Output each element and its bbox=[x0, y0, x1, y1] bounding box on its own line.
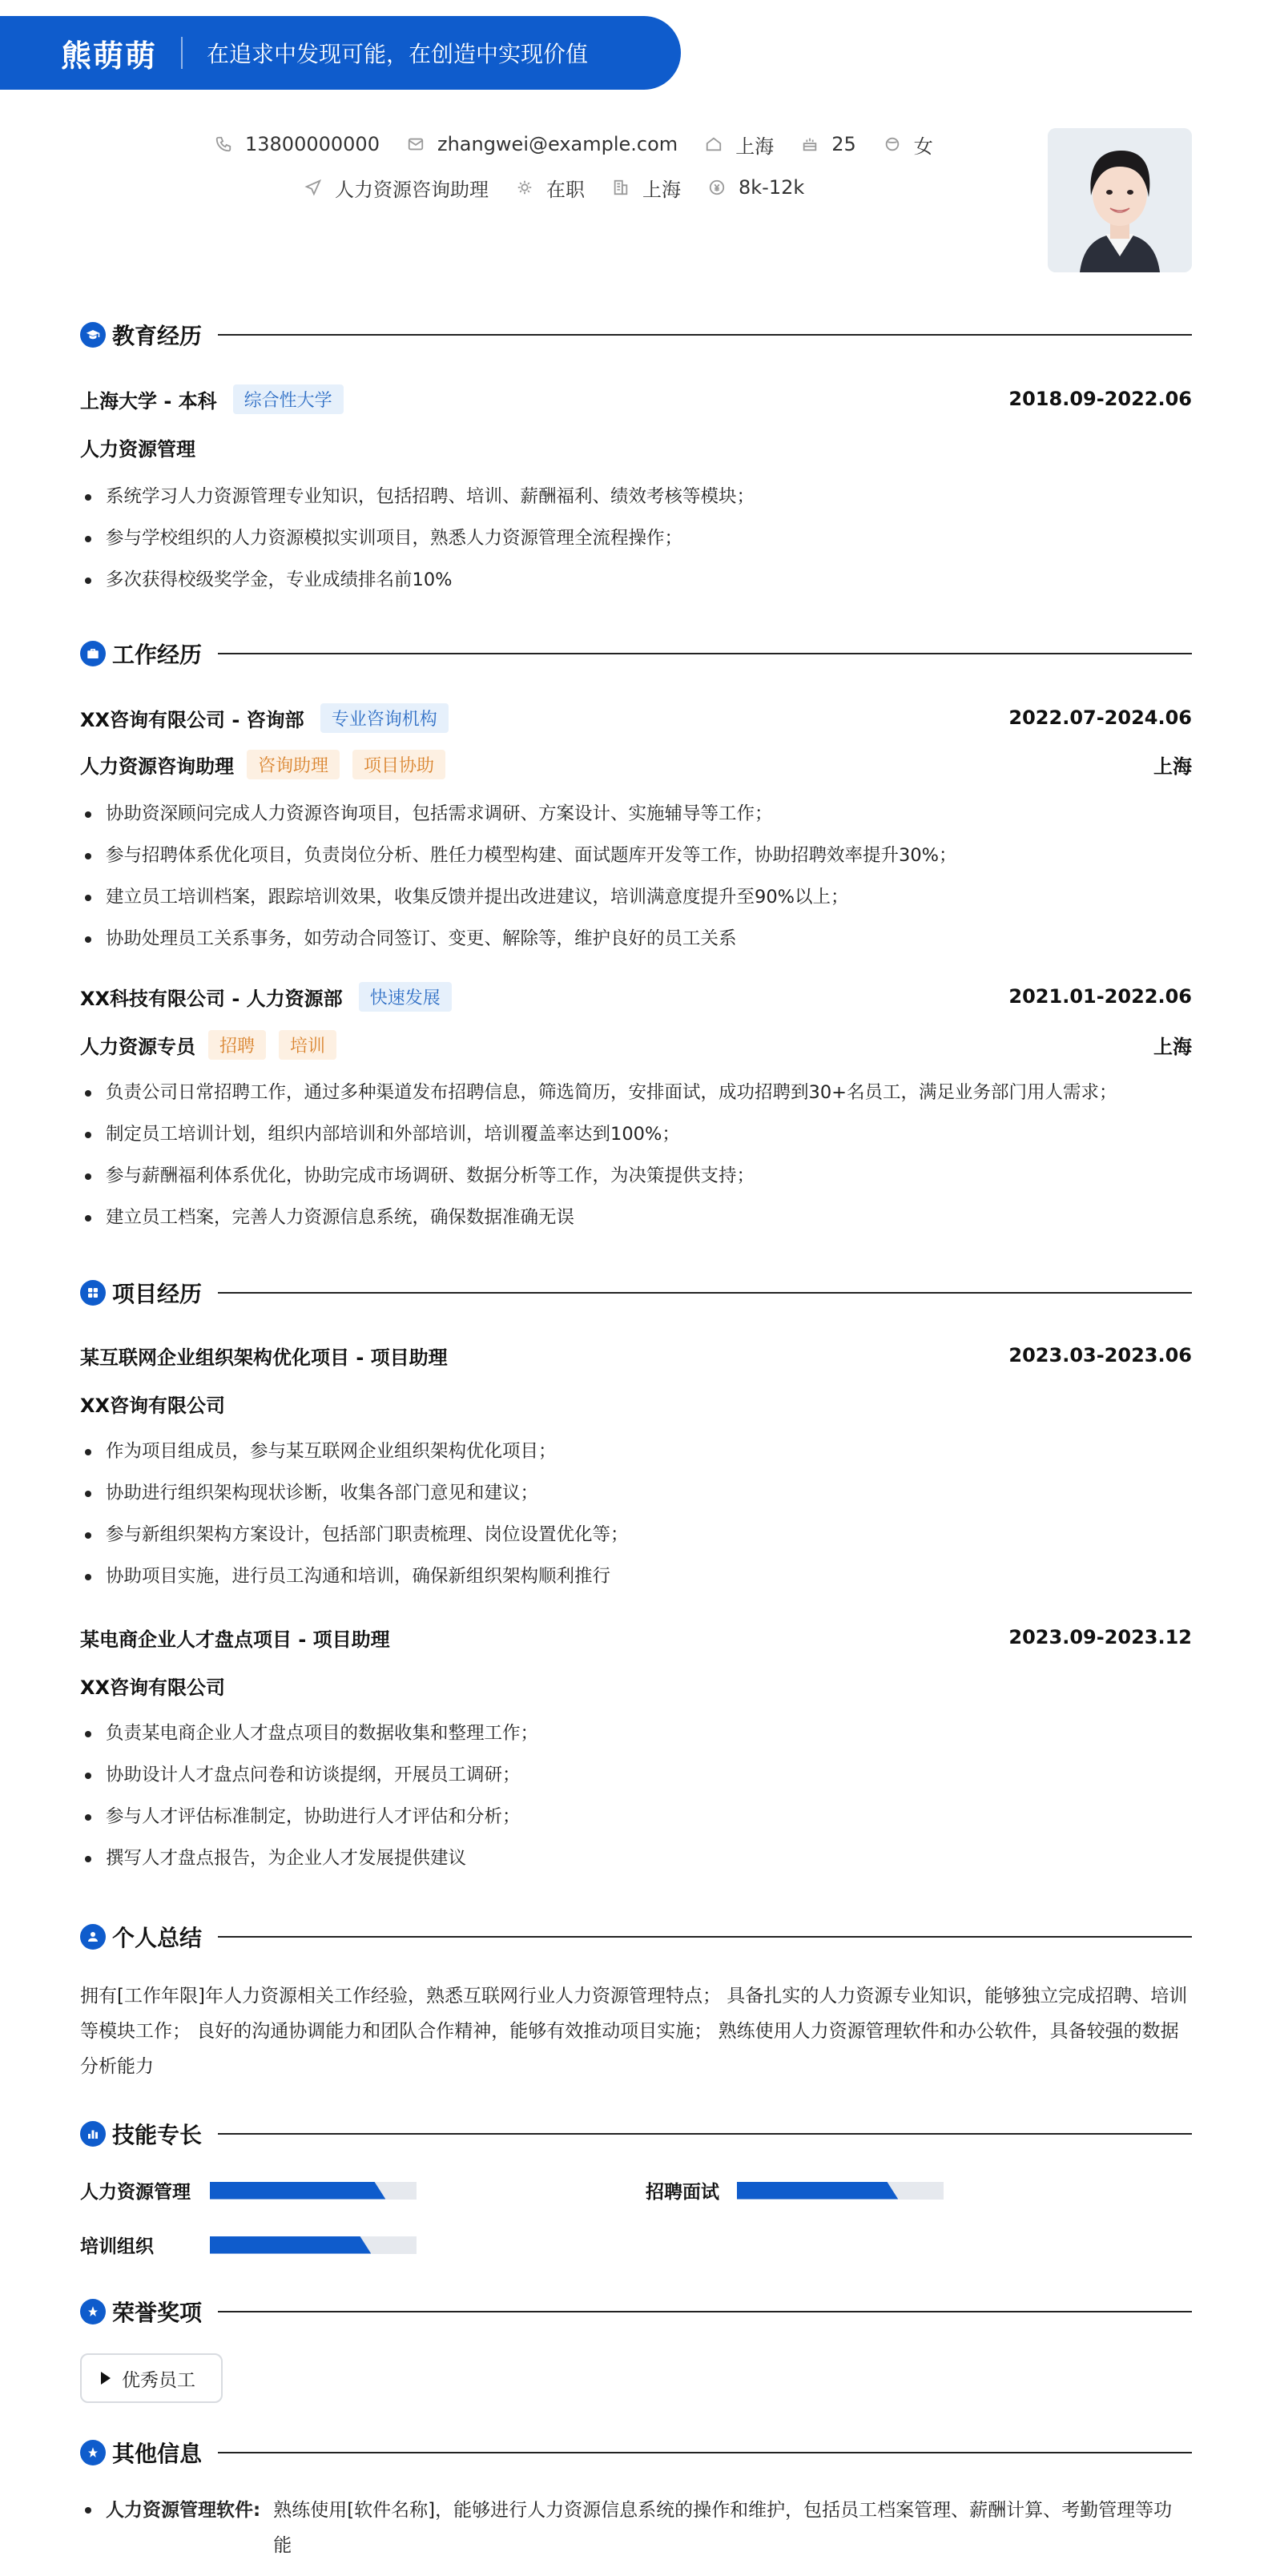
section-divider bbox=[218, 2133, 1192, 2135]
salary-text: 8k-12k bbox=[739, 176, 805, 199]
project-bullets bbox=[80, 1713, 1192, 1879]
role-tag: 项目协助 bbox=[352, 750, 445, 779]
list-item: 参与新组织架构方案设计，包括部门职责梳理、岗位设置优化等； bbox=[80, 1514, 1192, 1556]
list-item: 协助处理员工关系事务，如劳动合同签订、变更、解除等，维护良好的员工关系 bbox=[80, 918, 1192, 960]
list-item: 多次获得校级奖学金，专业成绩排名前10% bbox=[80, 559, 1192, 601]
cake-icon bbox=[801, 135, 819, 153]
project-bullets bbox=[80, 1431, 1192, 1597]
list-item: 参与招聘体系优化项目，负责岗位分析、胜任力模型构建、面试题库开发等工作，协助招聘效率提升30%； bbox=[80, 835, 1192, 876]
list-item: 系统学习人力资源管理专业知识，包括招聘、培训、薪酬福利、绩效考核等模块； bbox=[80, 476, 1192, 517]
contact-location bbox=[705, 131, 774, 159]
other-value: 熟练使用[软件名称]，能够进行人力资源信息系统的操作和维护，包括员工档案管理、薪酬计算、考勤管理等功能 bbox=[273, 2500, 1173, 2556]
skill-label: 培训组织 bbox=[80, 2236, 154, 2257]
intent-salary bbox=[708, 176, 804, 199]
info-icon bbox=[80, 2440, 106, 2465]
school-name: 上海大学 - 本科 bbox=[80, 389, 217, 413]
section-divider bbox=[218, 2452, 1192, 2453]
list-item: 参与薪酬福利体系优化，协助完成市场调研、数据分析等工作，为决策提供支持； bbox=[80, 1155, 1192, 1197]
position-text: 人力资源咨询助理 bbox=[335, 178, 489, 201]
candidate-motto: 在追求中发现可能，在创造中实现价值 bbox=[207, 41, 589, 67]
intent-status bbox=[516, 174, 585, 202]
contact-gender bbox=[884, 131, 933, 159]
section-title: 教育经历 bbox=[112, 323, 203, 349]
location-text: 上海 bbox=[735, 135, 775, 158]
list-item: 协助进行组织架构现状诊断，收集各部门意见和建议； bbox=[80, 1472, 1192, 1514]
section-title: 技能专长 bbox=[112, 2122, 203, 2148]
contact-row bbox=[215, 128, 933, 160]
section-skills bbox=[80, 2118, 1192, 2150]
header-divider bbox=[181, 37, 183, 69]
skill-bar-fill bbox=[210, 2236, 371, 2254]
section-divider bbox=[218, 1292, 1192, 1294]
award-item bbox=[80, 2353, 223, 2403]
list-item: 建立员工培训档案，跟踪培训效果，收集反馈并提出改进建议，培训满意度提升至90%以上； bbox=[80, 876, 1192, 918]
education-major-line bbox=[80, 431, 1192, 463]
company-tag: 专业咨询机构 bbox=[320, 703, 449, 733]
section-projects bbox=[80, 1277, 1192, 1309]
section-awards bbox=[80, 2296, 1192, 2328]
job-date: 2021.01-2022.06 bbox=[1008, 985, 1192, 1008]
list-item bbox=[80, 2493, 1192, 2563]
skill-item bbox=[80, 2177, 417, 2204]
graduation-cap-icon bbox=[80, 322, 106, 348]
building-icon bbox=[612, 179, 630, 196]
section-title: 荣誉奖项 bbox=[112, 2300, 203, 2326]
list-item: 参与学校组织的人力资源模拟实训项目，熟悉人力资源管理全流程操作； bbox=[80, 517, 1192, 559]
school-tag: 综合性大学 bbox=[233, 384, 344, 414]
list-item: 协助资深顾问完成人力资源咨询项目，包括需求调研、方案设计、实施辅导等工作； bbox=[80, 793, 1192, 835]
email-text: zhangwei@example.com bbox=[437, 133, 678, 155]
project-header bbox=[80, 1621, 1192, 1653]
list-item: 协助项目实施，进行员工沟通和培训，确保新组织架构顺利推行 bbox=[80, 1556, 1192, 1597]
job-location: 上海 bbox=[1153, 1035, 1192, 1058]
project-org: XX咨询有限公司 bbox=[80, 1676, 226, 1699]
grid-icon bbox=[80, 1280, 106, 1306]
section-title: 其他信息 bbox=[112, 2441, 203, 2467]
home-icon bbox=[705, 135, 723, 153]
summary-text: 拥有[工作年限]年人力资源相关工作经验，熟悉互联网行业人力资源管理特点； 具备扎实的人力资源专业知识，能够独立完成招聘、培训等模块工作； 良好的沟通协调能力和团队合作精神，能够有效推动项目实施； 熟练使用人力资源管理软件和办公软件，具备较强的数据分析能力 bbox=[80, 1986, 1188, 2077]
list-item: 建立员工档案，完善人力资源信息系统，确保数据准确无误 bbox=[80, 1197, 1192, 1238]
project-org-line bbox=[80, 1669, 1192, 1701]
contact-phone bbox=[215, 133, 380, 155]
list-item: 负责公司日常招聘工作，通过多种渠道发布招聘信息，筛选简历，安排面试，成功招聘到30+名员工，满足业务部门用人需求； bbox=[80, 1072, 1192, 1113]
play-icon bbox=[101, 2372, 111, 2385]
gender-text: 女 bbox=[913, 135, 933, 158]
job-date: 2022.07-2024.06 bbox=[1008, 706, 1192, 729]
gender-icon bbox=[884, 135, 901, 153]
phone-text: 13800000000 bbox=[245, 133, 380, 155]
job-bullets bbox=[80, 793, 1192, 960]
list-item: 作为项目组成员，参与某互联网企业组织架构优化项目； bbox=[80, 1431, 1192, 1472]
project-org-line bbox=[80, 1387, 1192, 1419]
section-education bbox=[80, 319, 1192, 351]
age-text: 25 bbox=[831, 133, 856, 155]
job-role-line bbox=[80, 748, 1192, 780]
skill-label: 人力资源管理 bbox=[80, 2182, 191, 2203]
role-tag: 招聘 bbox=[208, 1030, 266, 1060]
section-other bbox=[80, 2437, 1192, 2469]
section-work bbox=[80, 638, 1192, 670]
award-icon bbox=[80, 2299, 106, 2324]
project-name: 某互联网企业组织架构优化项目 - 项目助理 bbox=[80, 1346, 448, 1369]
project-header bbox=[80, 1339, 1192, 1371]
section-divider bbox=[218, 653, 1192, 654]
intent-position bbox=[304, 174, 489, 202]
job-bullets bbox=[80, 1072, 1192, 1238]
other-key: 人力资源管理软件: bbox=[106, 2500, 261, 2521]
city-text: 上海 bbox=[642, 178, 681, 201]
job-header bbox=[80, 980, 1192, 1012]
section-summary bbox=[80, 1921, 1192, 1953]
list-item: 协助设计人才盘点问卷和访谈提纲，开展员工调研； bbox=[80, 1754, 1192, 1796]
user-icon bbox=[80, 1924, 106, 1950]
project-date: 2023.09-2023.12 bbox=[1008, 1626, 1192, 1648]
job-header bbox=[80, 702, 1192, 734]
section-divider bbox=[218, 334, 1192, 336]
project-date: 2023.03-2023.06 bbox=[1008, 1344, 1192, 1366]
job-role: 人力资源专员 bbox=[80, 1035, 195, 1058]
list-item: 撰写人才盘点报告，为企业人才发展提供建议 bbox=[80, 1837, 1192, 1879]
role-tag: 培训 bbox=[279, 1030, 336, 1060]
skill-bar bbox=[210, 2236, 417, 2254]
candidate-name: 熊萌萌 bbox=[61, 38, 158, 74]
list-item: 参与人才评估标准制定，协助进行人才评估和分析； bbox=[80, 1796, 1192, 1837]
section-title: 工作经历 bbox=[112, 642, 203, 668]
education-date: 2018.09-2022.06 bbox=[1008, 388, 1192, 410]
money-icon bbox=[708, 179, 726, 196]
award-label: 优秀员工 bbox=[122, 2369, 195, 2391]
section-divider bbox=[218, 2311, 1192, 2312]
education-header bbox=[80, 383, 1192, 415]
phone-icon bbox=[215, 135, 232, 153]
mail-icon bbox=[407, 135, 425, 153]
status-icon bbox=[516, 179, 533, 196]
company-tag: 快速发展 bbox=[359, 982, 452, 1012]
other-info-list bbox=[80, 2493, 1192, 2563]
chart-icon bbox=[80, 2121, 106, 2147]
intent-city bbox=[612, 174, 681, 202]
job-role-line bbox=[80, 1028, 1192, 1061]
education-bullets bbox=[80, 476, 1192, 601]
status-text: 在职 bbox=[546, 178, 585, 201]
skill-item bbox=[646, 2177, 944, 2204]
profile-photo bbox=[1048, 128, 1192, 272]
section-divider bbox=[218, 1936, 1192, 1938]
list-item: 制定员工培训计划，组织内部培训和外部培训，培训覆盖率达到100%； bbox=[80, 1113, 1192, 1155]
project-name: 某电商企业人才盘点项目 - 项目助理 bbox=[80, 1628, 390, 1651]
job-role: 人力资源咨询助理 bbox=[80, 755, 234, 778]
contact-age bbox=[801, 133, 856, 155]
skill-item bbox=[80, 2232, 417, 2258]
skill-bar-fill bbox=[210, 2182, 385, 2200]
job-location: 上海 bbox=[1153, 755, 1192, 778]
section-title: 个人总结 bbox=[112, 1925, 203, 1951]
skill-label: 招聘面试 bbox=[646, 2182, 719, 2203]
contact-email bbox=[407, 133, 678, 155]
role-tag: 咨询助理 bbox=[247, 750, 340, 779]
company-name: XX科技有限公司 - 人力资源部 bbox=[80, 987, 343, 1010]
intent-row bbox=[304, 171, 804, 203]
header-banner bbox=[0, 16, 681, 90]
major-name: 人力资源管理 bbox=[80, 437, 195, 461]
skill-bar bbox=[210, 2182, 417, 2200]
send-icon bbox=[304, 179, 322, 196]
list-item: 负责某电商企业人才盘点项目的数据收集和整理工作； bbox=[80, 1713, 1192, 1754]
company-name: XX咨询有限公司 - 咨询部 bbox=[80, 708, 304, 731]
project-org: XX咨询有限公司 bbox=[80, 1394, 226, 1417]
section-title: 项目经历 bbox=[112, 1281, 203, 1307]
skill-bar-fill bbox=[737, 2182, 898, 2200]
skill-bar bbox=[737, 2182, 944, 2200]
briefcase-icon bbox=[80, 641, 106, 666]
